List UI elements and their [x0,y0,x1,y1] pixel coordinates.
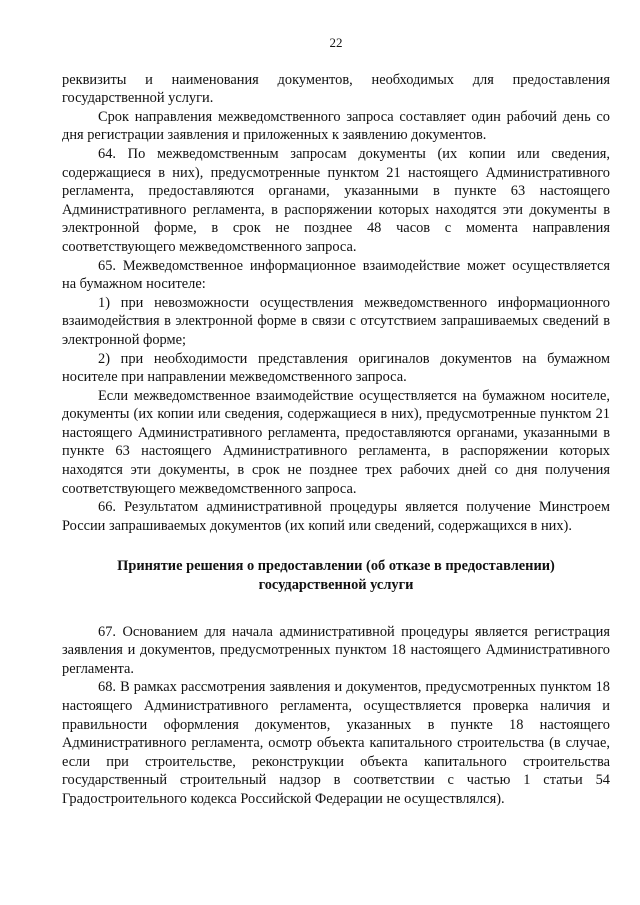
page-number: 22 [329,35,343,50]
paragraph: Если межведомственное взаимодействие осуществляется на бумажном носителе, документы (их копии или сведения, содержащиеся в них), предусмотренные пунктом 21 настоящего Административного регламента, предоставляются органами, указанными в пункте 63 настоящего Административного регламента, в распоряжении которых находятся эти документы, в срок не позднее трех рабочих дней со дня получения соответствующего межведомственного запроса. [62,387,610,497]
paragraph-67: 67. Основанием для начала административной процедуры является регистрация заявления и документов, предусмотренных пунктом 18 настоящего Административного регламента. [62,623,610,677]
paragraph-64: 64. По межведомственным запросам документы (их копии или сведения, содержащиеся в них), предусмотренные пунктом 21 настоящего Административного регламента, предоставляются органами, указанными в пункте 63 настоящего Административного регламента, в распоряжении которых находятся эти документы в электронной форме, в срок не позднее 48 часов с момента направления соответствующего межведомственного запроса. [62,145,610,255]
paragraph-65: 65. Межведомственное информационное взаимодействие может осуществляется на бумажном носителе: [62,257,610,293]
paragraph-68: 68. В рамках рассмотрения заявления и документов, предусмотренных пунктом 18 настоящего Административного регламента, осуществляется проверка наличия и правильности оформления документов, указанных в пункте 18 настоящего Административного регламента, осмотр объекта капитального строительства (в случае, если при строительстве, реконструкции объекта капитального строительства государственный строительный надзор в соответствии с частью 1 статьи 54 Градостроительного кодекса Российской Федерации не осуществлялся). [62,679,610,807]
paragraph-65-item-2: 2) при необходимости представления оригиналов документов на бумажном носителе при направлении межведомственного запроса. [62,350,610,386]
section-heading [62,557,610,594]
paragraphs-after-section [62,623,610,809]
paragraph: Срок направления межведомственного запроса составляет один рабочий день со дня регистрации заявления и приложенных к заявлению документов. [62,108,610,144]
paragraph: реквизиты и наименования документов, необходимых для предоставления государственной услуги. [62,71,610,107]
paragraph-66: 66. Результатом административной процедуры является получение Минстроем России запрашиваемых документов (их копий или сведений, содержащихся в них). [62,499,610,534]
section-heading-line-1: Принятие решения о предоставлении (об отказе в предоставлении) [117,558,555,575]
section-heading-line-2: государственной услуги [258,577,414,594]
paragraphs-before-section [62,71,610,536]
paragraph-65-item-1: 1) при невозможности осуществления межведомственного информационного взаимодействия в электронной форме в связи с отсутствием запрашиваемых сведений в электронной форме; [62,294,610,348]
